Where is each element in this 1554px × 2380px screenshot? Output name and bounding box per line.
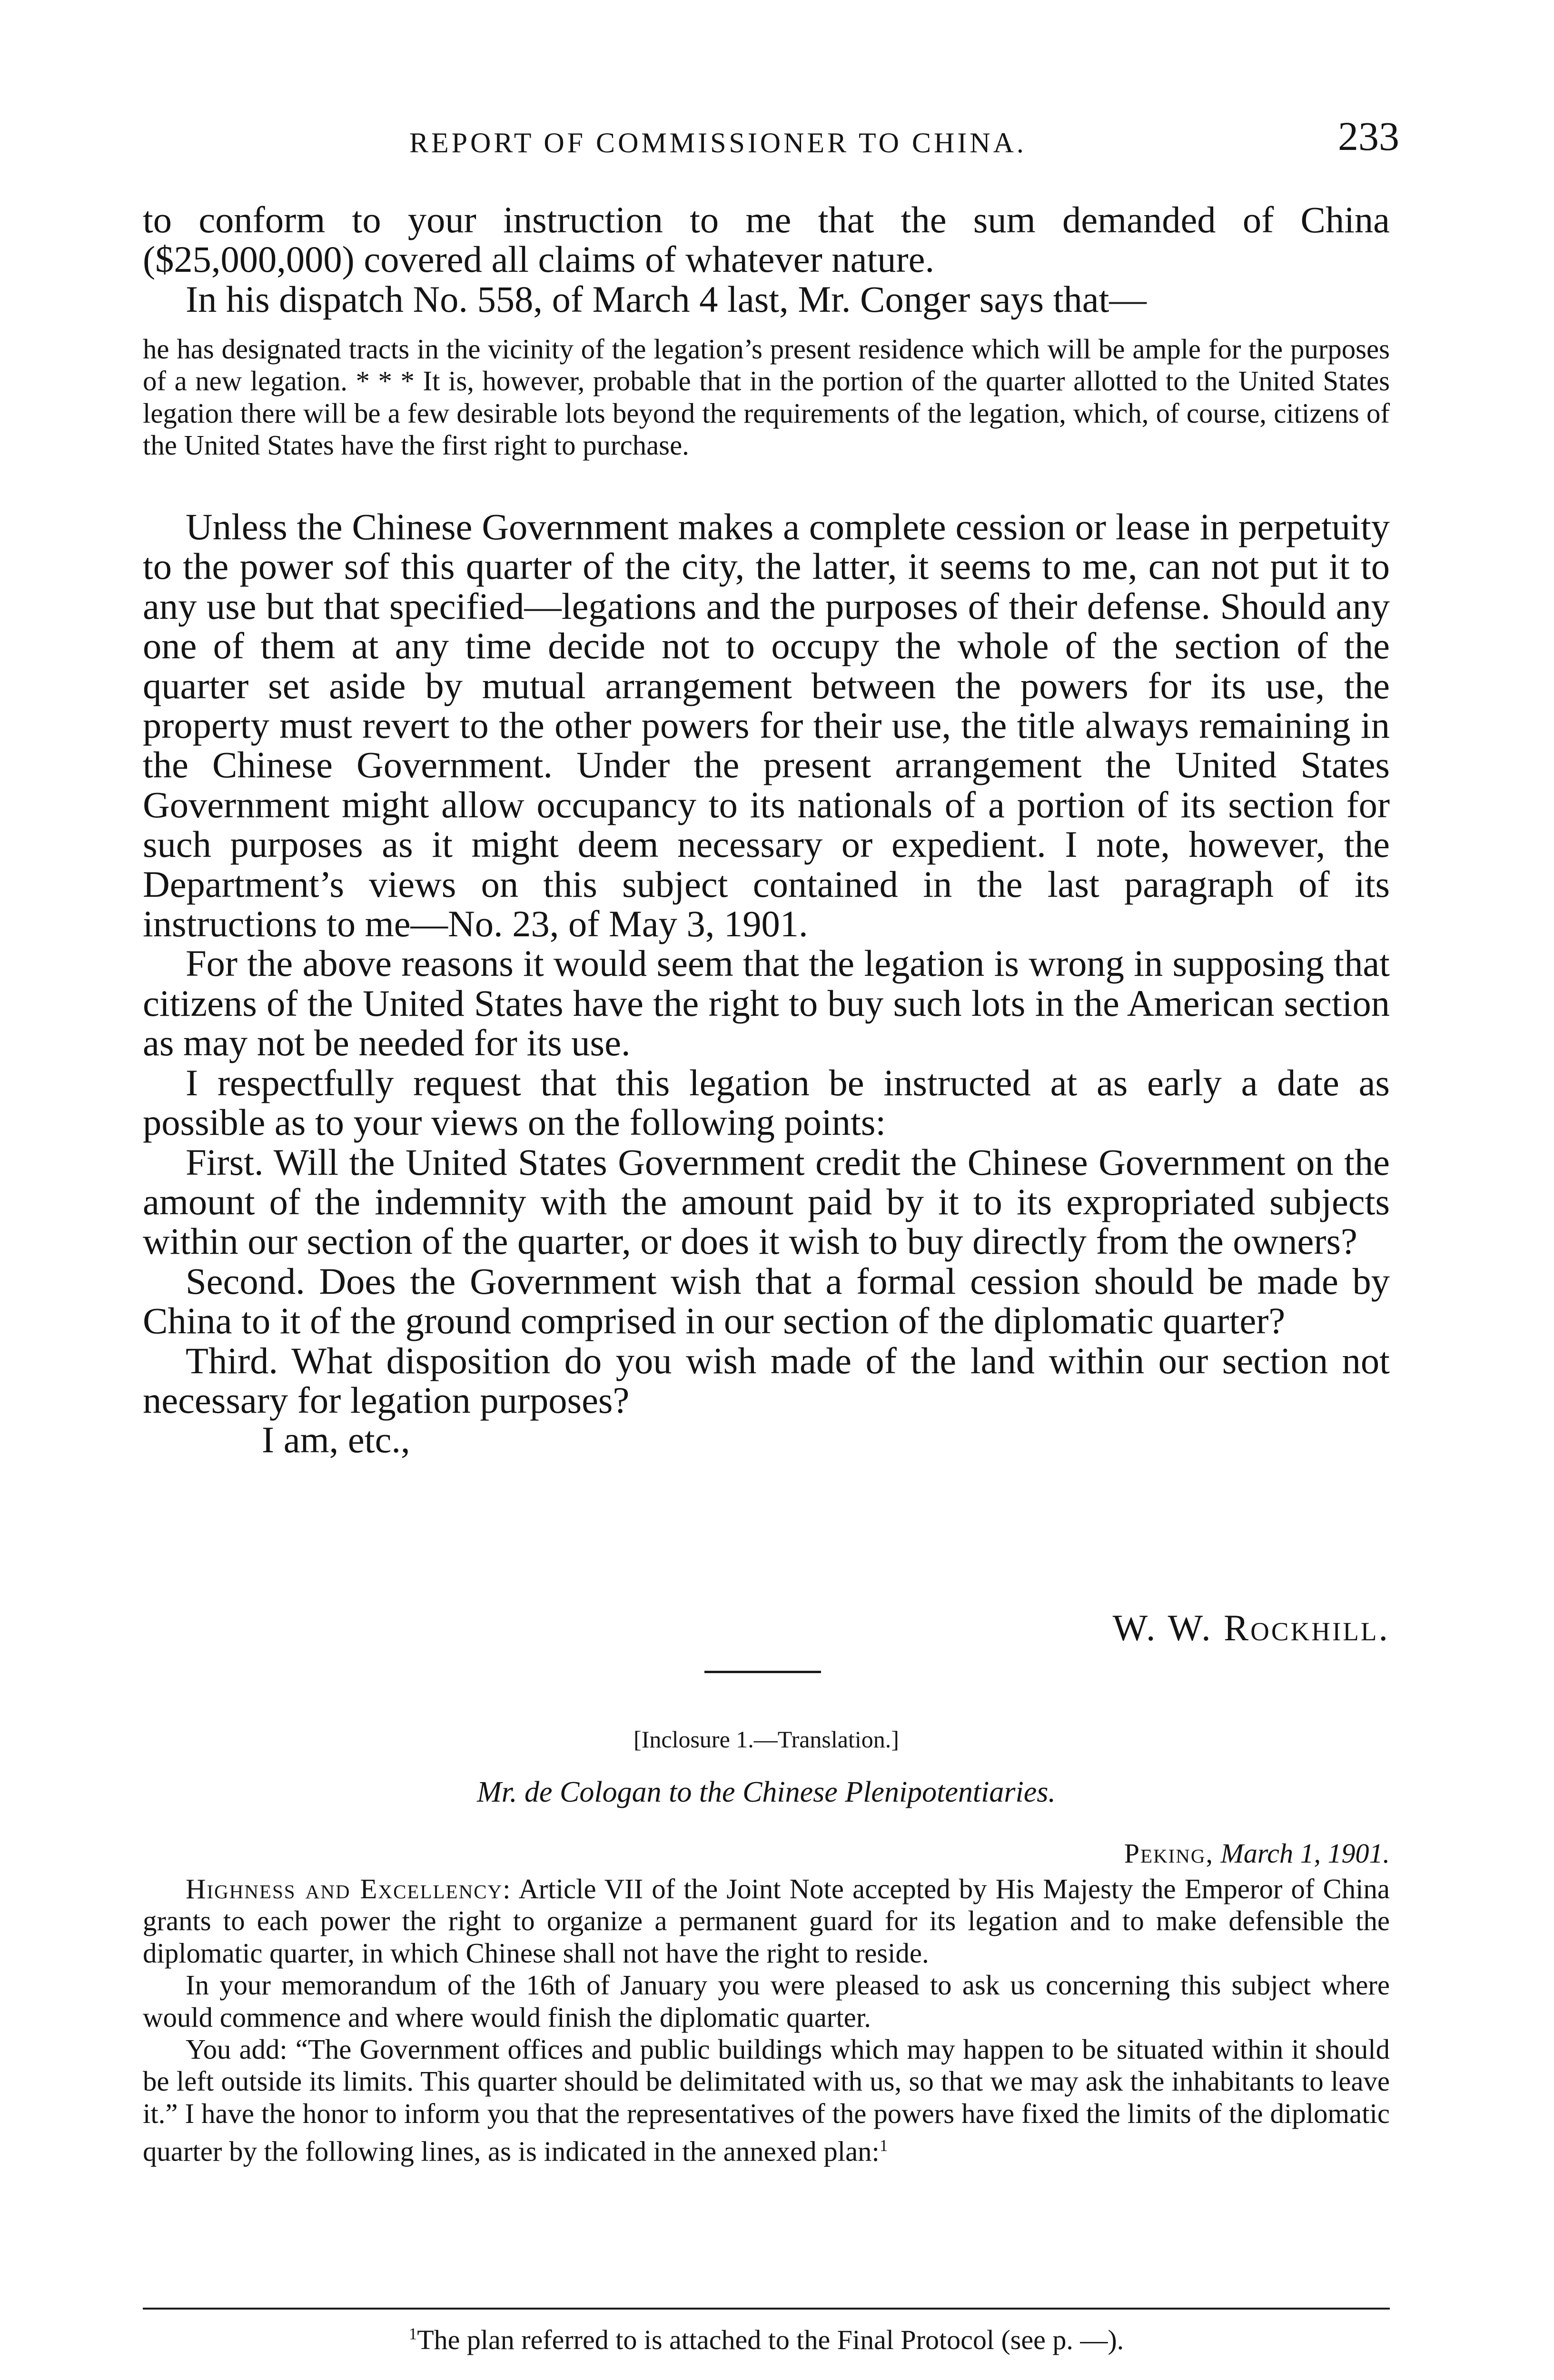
signature xyxy=(1113,1606,1390,1649)
dateline-place: Peking, xyxy=(1124,1838,1214,1869)
paragraph-cession: Unless the Chinese Government makes a complete cession or lease in perpetuity to the power sof this quarter of the city, the latter, it seems to me, can not put it to any use but that specified—legations and the purposes of their defense. Should any one of them at any time decide not to occupy the whole of the section of the quarter set aside by mutual arrangement between the powers for its use, the property must revert to the other powers for their use, the title always remaining in the Chinese Government. Under the present arrangement the United States Government might allow occupancy to its nationals of a portion of its section for such purposes as it might deem necessary or expedient. I note, however, the Department’s views on this subject contained in the last paragraph of its instructions to me—No. 23, of May 3, 1901. xyxy=(143,506,1390,945)
paragraph-second: Second. Does the Government wish that a formal cession should be made by China to it of the ground comprised in our section of the diplomatic quarter? xyxy=(143,1260,1390,1342)
footnote-reference: 1 xyxy=(879,2136,888,2155)
letter-first-text: Article VII of the Joint Note accepted by His Majesty the Emperor of China grants to each power the right to organize a permanent guard for its legation and to make defensible the diplomatic quarter, in which Chinese shall not have the right to reside. xyxy=(143,1874,1390,1969)
opening-text xyxy=(143,200,1390,319)
paragraph-first: First. Will the United States Government credit the Chinese Government on the amount of the indemnity with the amount paid by it to its expropriated subjects within our section of the quarter, or does it wish to buy directly from the owners? xyxy=(143,1141,1390,1262)
salutation: Highness and Excellency: xyxy=(186,1874,512,1904)
signature-initials: W. W. xyxy=(1112,1607,1213,1648)
letter-title: Mr. de Cologan to the Chinese Plenipotentiaries. xyxy=(477,1776,1056,1808)
page-number: 233 xyxy=(1338,113,1399,159)
page-header xyxy=(143,112,1399,174)
block-quote xyxy=(143,333,1390,462)
closing-line: I am, etc., xyxy=(262,1419,410,1461)
footnote-rule xyxy=(143,2308,1390,2310)
letter-limits-paragraph xyxy=(143,2033,1390,2168)
footnote-text: The plan referred to is attached to the Final Protocol (see p. —). xyxy=(417,2324,1124,2355)
letter-memorandum-paragraph: In your memorandum of the 16th of January you were pleased to ask us concerning this subject where would commence and where would finish the diplomatic quarter. xyxy=(143,1970,1390,2033)
dateline-date: March 1, 1901. xyxy=(1220,1838,1390,1869)
footnote xyxy=(143,2324,1390,2356)
running-head: REPORT OF COMMISSIONER TO CHINA. xyxy=(409,127,1027,159)
letter-limits-text: You add: “The Government offices and public buildings which may happen to be situated within it should be left outside its limits. This quarter should be delimitated with us, so that we may ask the inhabitants to leave it.” I have the honor to inform you that the representatives of the powers have fixed the limits of the diplomatic quarter by the following lines, as is indicated in the annexed plan: xyxy=(143,2034,1390,2167)
quote-text: he has designated tracts in the vicinity of the legation’s present residence which will be ample for the purposes of a new legation. * * * It is, however, probable that in the portion of the quarter allotted to the United States legation there will be a few desirable lots beyond the requirements of the legation, which, of course, citizens of the United States have the first right to purchase. xyxy=(143,334,1390,461)
dateline xyxy=(1124,1837,1390,1869)
signature-name: Rockhill. xyxy=(1224,1607,1390,1648)
footnote-marker: 1 xyxy=(408,2324,417,2343)
paragraph-reasons: For the above reasons it would seem that the legation is wrong in supposing that citizens of the United States have the right to buy such lots in the American section as may not be needed for its use. xyxy=(143,942,1390,1064)
section-divider xyxy=(704,1671,821,1673)
paragraph-third: Third. What disposition do you wish made of the land within our section not necessary for legation purposes? xyxy=(143,1339,1390,1421)
paragraph-continuation: to conform to your instruction to me that the sum demanded of China ($25,000,000) covered all claims of whatever nature. xyxy=(143,199,1390,280)
letter-body xyxy=(143,1873,1390,2168)
main-text xyxy=(143,507,1390,1460)
inclosure-label: [Inclosure 1.—Translation.] xyxy=(633,1726,899,1753)
letter-first-paragraph xyxy=(143,1873,1390,1969)
paragraph-request: I respectfully request that this legation be instructed at as early a date as possible as to your views on the following points: xyxy=(143,1061,1390,1143)
paragraph-dispatch: In his dispatch No. 558, of March 4 last, Mr. Conger says that— xyxy=(186,278,1147,320)
